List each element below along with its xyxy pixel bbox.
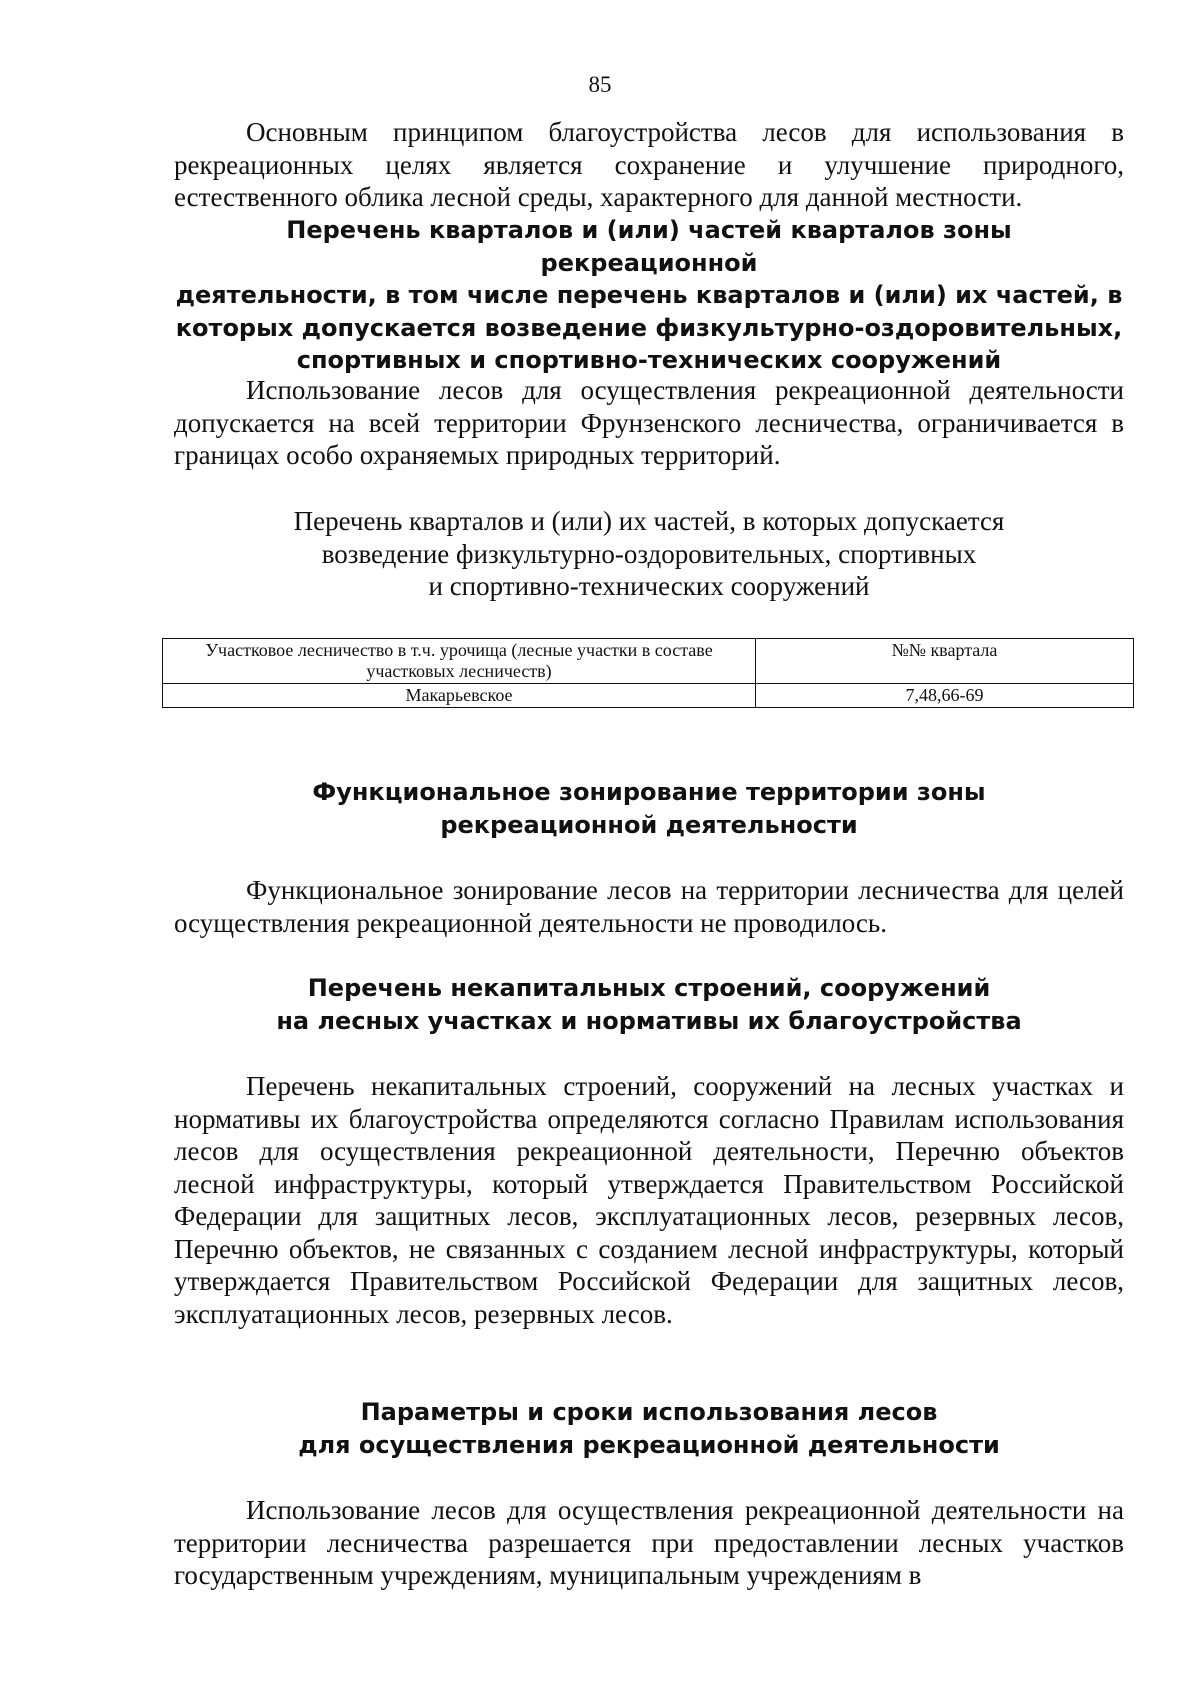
table-title xyxy=(174,505,1124,603)
table-header-row xyxy=(163,639,1134,684)
heading-line: Функциональное зонирование территории зоны xyxy=(312,778,986,806)
section2-body xyxy=(174,874,1124,939)
table-row xyxy=(163,684,1134,708)
section1-heading xyxy=(174,214,1124,377)
section1-body xyxy=(174,374,1124,472)
section4-paragraph: Использование лесов для осуществления рекреационной деятельности на территории лесничества разрешается при предоставлении лесных участков государственным учреждениям, муниципальным учреждениям в xyxy=(174,1495,1124,1590)
section3-heading xyxy=(174,972,1124,1037)
heading-line: для осуществления рекреационной деятельности xyxy=(298,1430,1000,1459)
section3-body xyxy=(174,1070,1124,1330)
heading-line: Перечень некапитальных строений, сооружений xyxy=(307,974,991,1002)
section3-paragraph: Перечень некапитальных строений, сооружений на лесных участках и нормативы их благоустройства определяются согласно Правилам использования лесов для осуществления рекреационной деятельности, Перечню объектов лесной инфраструктуры, который утверждается Правительством Российской Федерации для защитных лесов, эксплуатационных лесов, резервных лесов, Перечню объектов, не связанных с созданием лесной инфраструктуры, который утверждается Правительством Российской Федерации для защитных лесов, эксплуатационных лесов, резервных лесов. xyxy=(174,1071,1124,1329)
heading-line: рекреационной деятельности xyxy=(440,810,858,839)
heading-line: Параметры и сроки использования лесов xyxy=(360,1398,938,1426)
page-number: 85 xyxy=(588,72,612,97)
heading-line: деятельности, в том числе перечень кварталов и (или) их частей, в xyxy=(175,281,1123,309)
intro-block xyxy=(174,116,1124,214)
table-title-line: возведение физкультурно-оздоровительных, спортивных xyxy=(321,538,977,569)
section2-heading xyxy=(174,776,1124,841)
heading-line: на лесных участках и нормативы их благоустройства xyxy=(276,1006,1022,1035)
section4-body xyxy=(174,1494,1124,1592)
quarters-table xyxy=(162,638,1134,708)
section2-paragraph: Функциональное зонирование лесов на территории лесничества для целей осуществления рекреационной деятельности не проводилось. xyxy=(174,875,1124,938)
column-header-forestry: Участковое лесничество в т.ч. урочища (лесные участки в составе участковых лесничеств) xyxy=(163,639,756,684)
heading-line: Перечень кварталов и (или) частей кварталов зоны рекреационной xyxy=(286,216,1012,277)
heading-line: спортивных и спортивно-технических сооружений xyxy=(296,346,1002,374)
table-title-line: и спортивно-технических сооружений xyxy=(428,571,870,601)
section4-heading xyxy=(174,1396,1124,1461)
table-cell-forestry: Макарьевское xyxy=(163,684,756,708)
section1-paragraph: Использование лесов для осуществления рекреационной деятельности допускается на всей территории Фрунзенского лесничества, ограничивается в границах особо охраняемых природных территорий. xyxy=(174,375,1124,470)
column-header-quarter: №№ квартала xyxy=(756,639,1134,684)
table-title-line: Перечень кварталов и (или) их частей, в которых допускается xyxy=(293,506,1005,536)
intro-paragraph: Основным принципом благоустройства лесов для использования в рекреационных целях является сохранение и улучшение природного, естественного облика лесной среды, характерного для данной местности. xyxy=(174,117,1124,212)
table-cell-quarter: 7,48,66-69 xyxy=(756,684,1134,708)
heading-line: которых допускается возведение физкультурно-оздоровительных, xyxy=(175,313,1123,342)
